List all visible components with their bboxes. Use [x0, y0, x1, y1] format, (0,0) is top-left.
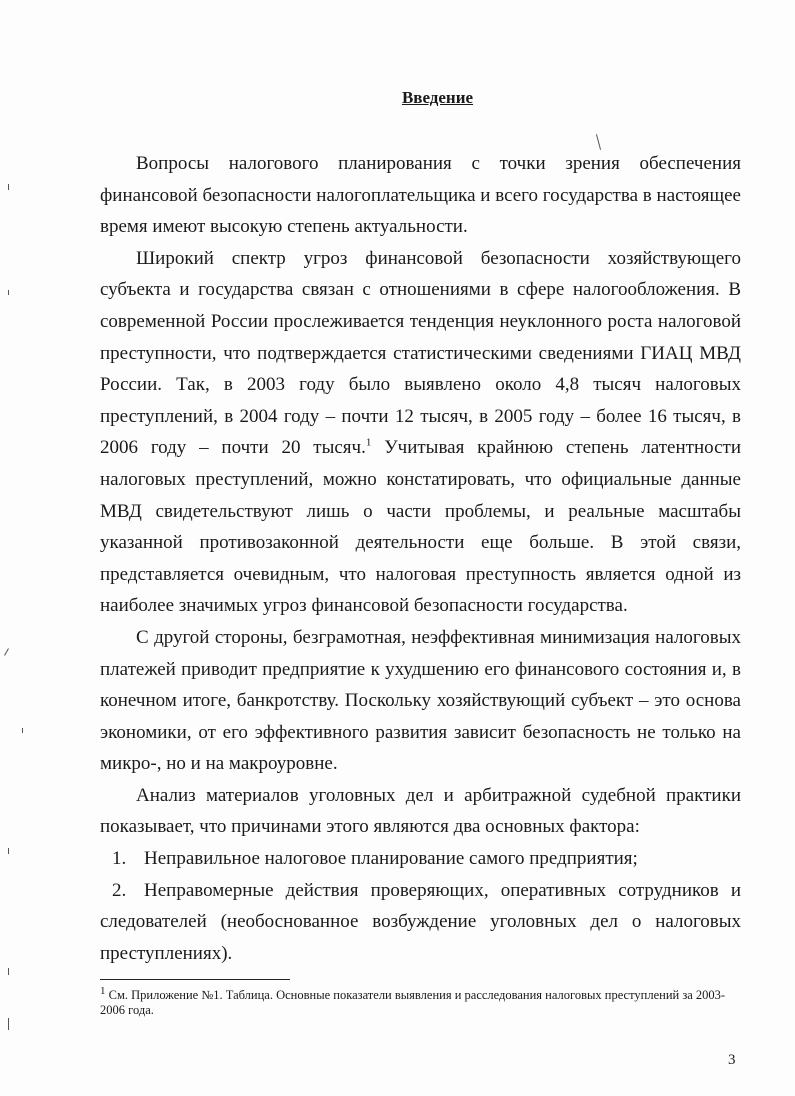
- page-number: 3: [728, 1052, 736, 1068]
- list-item: [100, 875, 741, 970]
- paragraph-2: [100, 243, 741, 622]
- footnote: [100, 984, 741, 1018]
- paragraph-1: Вопросы налогового планирования с точки зрения обеспечения финансовой безопасности налогоплательщика и всего государства в настоящее время имеют высокую степень актуальности.: [100, 153, 741, 238]
- scan-mark: [8, 848, 9, 854]
- paragraph-2-text: Широкий спектр угроз финансовой безопасности хозяйствующего субъекта и государства связан с отношениями в сфере налогообложения. В современной России прослеживается тенденция неуклонного роста налоговой преступности, что подтверждается статистическими сведениями ГИАЦ МВД России. Так, в 2003 году было выявлено около 4,8 тысяч налоговых преступлений, в 2004 году – почти 12 тысяч, в 2005 году – более 16 тысяч, в 2006 году – почти 20 тысяч.: [100, 247, 741, 459]
- body-text: [100, 148, 741, 969]
- footnote-text: См. Приложение №1. Таблица. Основные показатели выявления и расследования налоговых преступлений за 2003-2006 года.: [100, 988, 726, 1017]
- footnote-reference: 1: [365, 437, 372, 450]
- list-item-number: 2.: [112, 879, 127, 901]
- scan-mark: [8, 968, 9, 975]
- list-item-text: Неправильное налоговое планирование самого предприятия;: [144, 848, 638, 870]
- list-item-text: Неправомерные действия проверяющих, оперативных сотрудников и следователей (необоснованное возбуждение уголовных дел о налоговых преступлениях).: [100, 879, 741, 964]
- footnote-divider: [100, 979, 290, 980]
- footnote-marker: 1: [100, 984, 106, 997]
- scan-mark: [8, 290, 9, 295]
- scan-mark: [8, 1018, 9, 1030]
- paragraph-3: С другой стороны, безграмотная, неэффективная минимизация налоговых платежей приводит предприятие к ухудшению его финансового состояния и, в конечном итоге, банкротству. Поскольку хозяйствующий субъект – это основа экономики, от его эффективного развития зависит безопасность не только на микро-, но и на макроуровне.: [100, 626, 741, 775]
- scan-mark: [22, 728, 23, 733]
- scan-mark: [8, 184, 9, 190]
- scan-mark: [4, 648, 9, 655]
- list-item: [100, 843, 741, 875]
- paragraph-4: Анализ материалов уголовных дел и арбитражной судебной практики показывает, что причинами этого являются два основных фактора:: [100, 784, 741, 838]
- page-title: Введение: [401, 88, 474, 107]
- list-item-number: 1.: [112, 848, 127, 870]
- paragraph-2-continuation: Учитывая крайнюю степень латентности налоговых преступлений, можно констатировать, что официальные данные МВД свидетельствуют лишь о части проблемы, и реальные масштабы указанной противозаконной деятельности еще больше. В этой связи, представляется очевидным, что налоговая преступность является одной из наиболее значимых угроз финансовой безопасности государства.: [100, 437, 742, 617]
